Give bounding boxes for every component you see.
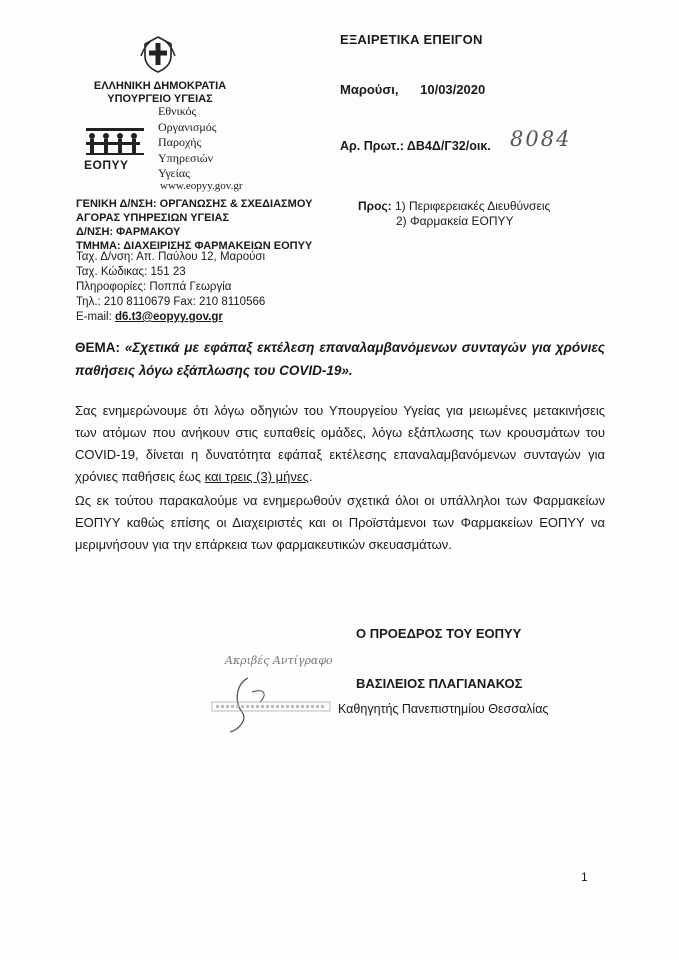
body-paragraph <box>75 400 605 488</box>
department-block <box>76 197 312 253</box>
certified-copy-stamp-icon <box>208 672 338 736</box>
body-paragraph-2: Ως εκ τούτου παρακαλούμε να ενημερωθούν σχετικά όλοι οι υπάλληλοι των Φαρμακείων ΕΟΠΥΥ καθώς επίσης οι Διαχειριστές και οι Προϊστάμενοι των Φαρμακείων ΕΟΠΥΥ να μεριμνήσουν για την επάρκεια των φαρμακευτικών σκευασμάτων. <box>75 493 605 552</box>
email-label: E-mail: <box>76 311 112 323</box>
dept-line: ΤΜΗΜΑ: ΔΙΑΧΕΙΡΙΣΗΣ ΦΑΡΜΑΚΕΙΩΝ ΕΟΠΥΥ <box>76 240 313 252</box>
letter-body <box>75 400 605 558</box>
place: Μαρούσι, <box>340 82 399 97</box>
handwritten-protocol-number: 8084 <box>510 127 572 151</box>
body-paragraph-1-end: . <box>308 469 313 484</box>
dept-line: Δ/ΝΣΗ: ΦΑΡΜΑΚΟΥ <box>76 226 181 238</box>
recipients-label: Προς: <box>358 199 392 213</box>
place-date <box>340 82 485 97</box>
eopyy-logo-text: ΕΟΠΥΥ <box>84 158 129 172</box>
org-line: Οργανισμός <box>158 119 217 134</box>
greek-state-emblem-icon <box>138 34 178 74</box>
org-line: Υγείας <box>158 166 190 181</box>
contact-block <box>76 250 265 325</box>
information-contact: Πληροφορίες: Ποππά Γεωργία <box>76 281 232 293</box>
document-date: 10/03/2020 <box>420 82 486 97</box>
urgency-label: ΕΞΑΙΡΕΤΙΚΑ ΕΠΕΙΓΟΝ <box>340 32 483 47</box>
email-row <box>76 310 265 325</box>
signatory-name: ΒΑΣΙΛΕΙΟΣ ΠΛΑΓΙΑΝΑΚΟΣ <box>356 676 523 691</box>
email-link[interactable]: d6.t3@eopyy.gov.gr <box>114 311 223 323</box>
recipients <box>358 199 550 229</box>
recipient-item: 2) Φαρμακεία ΕΟΠΥΥ <box>396 214 514 228</box>
signatory-role: Καθηγητής Πανεπιστημίου Θεσσαλίας <box>338 702 549 716</box>
dept-line: ΓΕΝΙΚΗ Δ/ΝΣΗ: ΟΡΓΑΝΩΣΗΣ & ΣΧΕΔΙΑΣΜΟΥ <box>76 198 313 210</box>
org-line: Παροχής <box>158 135 202 150</box>
certified-copy-stamp-text: Ακριβές Αντίγραφο <box>225 654 333 667</box>
issuer-government <box>80 80 240 106</box>
protocol-number-label: Αρ. Πρωτ.: ΔΒ4Δ/Γ32/οικ. <box>340 139 491 153</box>
phone-fax: Τηλ.: 210 8110679 Fax: 210 8110566 <box>76 296 266 308</box>
subject-label: ΘΕΜΑ: <box>75 340 120 355</box>
ministry-name: ΥΠΟΥΡΓΕΙΟ ΥΓΕΙΑΣ <box>107 93 213 105</box>
dept-line: ΑΓΟΡΑΣ ΥΠΗΡΕΣΙΩΝ ΥΓΕΙΑΣ <box>76 212 230 224</box>
postal-address: Ταχ. Δ/νση: Απ. Παύλου 12, Μαρούσι <box>76 251 266 263</box>
body-paragraph-1: Σας ενημερώνουμε ότι λόγω οδηγιών του Υπουργείου Υγείας για μειωμένες μετακινήσεις των ατόμων που ανήκουν στις ευπαθείς ομάδες, λόγω εξάπλωσης των κρουσμάτων του COVID-19, δίνεται η δυνατότητα εφάπαξ εκτέλεσης επαναλαμβανόμενων συνταγών για χρόνιες παθήσεις έως <box>75 403 605 484</box>
subject-text: «Σχετικά με εφάπαξ εκτέλεση επαναλαμβανόμενων συνταγών για χρόνιες παθήσεις λόγω εξάπλωσης του COVID-19». <box>75 340 605 378</box>
recipient-item: 1) Περιφερειακές Διευθύνσεις <box>395 199 551 213</box>
postal-code: Ταχ. Κώδικας: 151 23 <box>76 266 186 278</box>
website: www.eopyy.gov.gr <box>160 180 243 192</box>
page-number: 1 <box>581 870 588 884</box>
org-line: Υπηρεσιών <box>158 150 214 165</box>
country-name: ΕΛΛΗΝΙΚΗ ΔΗΜΟΚΡΑΤΙΑ <box>93 80 227 92</box>
organisation-name <box>158 104 217 182</box>
signatory-title: Ο ΠΡΟΕΔΡΟΣ ΤΟΥ ΕΟΠΥΥ <box>356 626 522 641</box>
duration-underlined: και τρεις (3) μήνες <box>204 469 309 484</box>
org-line: Εθνικός <box>158 104 197 118</box>
subject <box>75 336 605 382</box>
